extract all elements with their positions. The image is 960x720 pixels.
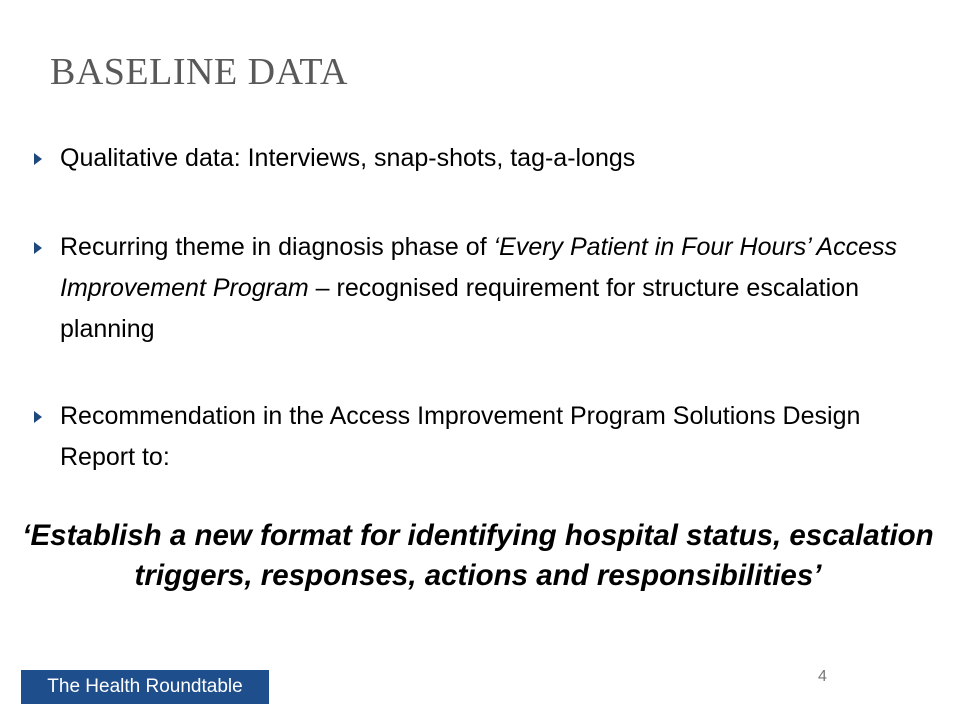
bullet-text: Qualitative data: Interviews, snap-shots, tag-a-longs (60, 144, 636, 172)
program-name-italic: ‘Every Patient in Four Hours’ Access Improvement Program (60, 233, 897, 302)
bullet-item-qualitative-data (34, 138, 914, 179)
bullet-text-after: – recognised requirement for structure escalation planning (60, 274, 859, 343)
bullet-text-before: Recurring theme in diagnosis phase of (60, 233, 494, 261)
bullet-item-recurring-theme (34, 227, 914, 350)
page-number: 4 (818, 668, 827, 685)
triangle-bullet-icon (34, 153, 42, 165)
bullet-list (34, 138, 914, 526)
triangle-bullet-icon (34, 411, 42, 423)
bullet-item-recommendation (34, 396, 914, 478)
footer-organization-badge: The Health Roundtable (21, 670, 269, 704)
triangle-bullet-icon (34, 242, 42, 254)
bullet-text: Recommendation in the Access Improvement Program Solutions Design Report to: (60, 402, 861, 471)
slide-title: BASELINE DATA (50, 51, 348, 93)
recommendation-quote: ‘Establish a new format for identifying hospital status, escalation triggers, responses, actions and responsibilities’ (22, 519, 934, 592)
